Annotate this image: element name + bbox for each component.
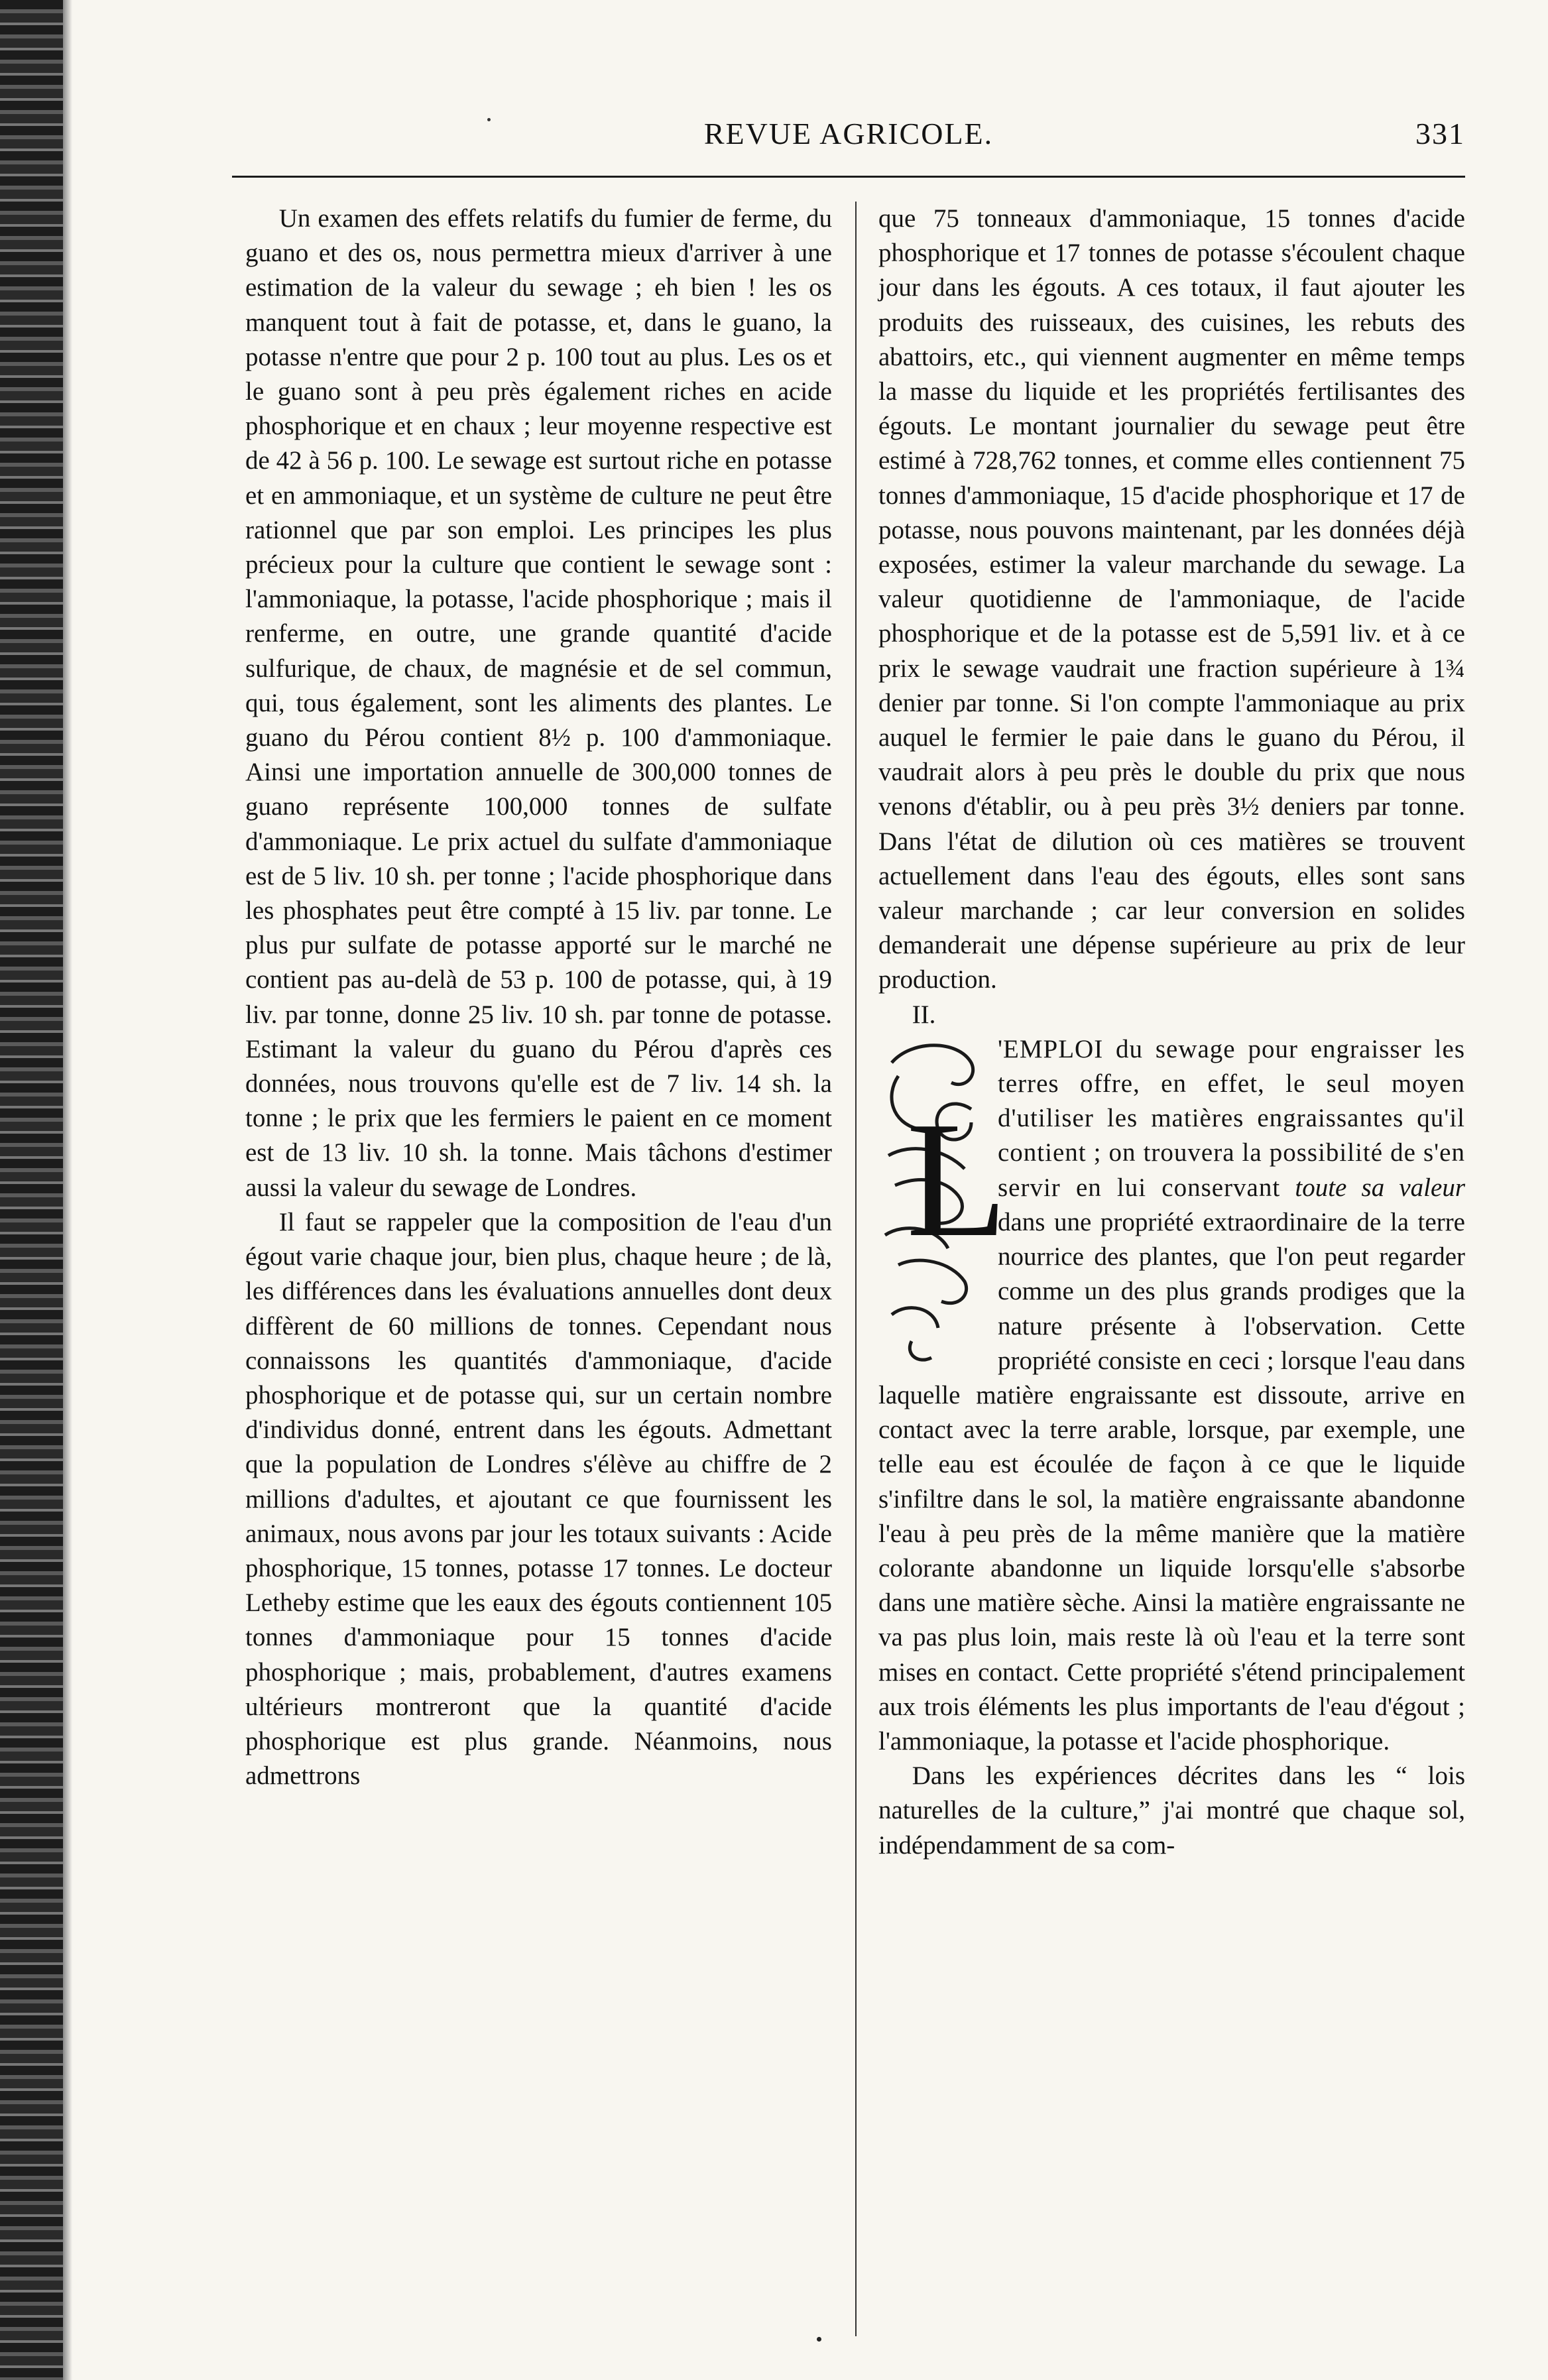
section-rest: dans une propriété extraordinaire de la terre nourrice des plantes, que l'on peut regarder comme un des plus grands prodiges que la nature présente à l'observation. Cette propriété consiste en ceci ; lorsque l'eau dans laquelle matière engraissante est dissoute, arrive en contact avec la terre arable, lorsque, par exemple, une telle eau est écoulée de façon à ce que le liquide s'infiltre dans le sol, la matière engraissante abandonne l'eau à peu près de la même manière que la matière colorante abandonne un liquide lorsqu'elle s'absorbe dans une matière sèche. Ainsi la matière engraissante ne va pas plus loin, mais reste là où l'eau et la terre sont mises en contact. Cette propriété s'étend principalement aux trois éléments les plus importants de l'eau d'égout ; l'ammoniaque, la potasse et l'acide phosphorique.: [878, 1207, 1465, 1755]
left-column: [245, 202, 832, 2336]
paragraph: Il faut se rappeler que la composition de l'eau d'un égout varie chaque jour, bien plus, chaque heure ; de là, les différences dans les évaluations annuelles dont deux diffèrent de 60 millions de tonnes. Cependant nous connaissons les quantités d'ammoniaque, d'acide phosphorique et de potasse qui, sur un certain nombre d'individus donné, entrent dans les égouts. Admettant que la population de Londres s'élève au chiffre de 2 millions d'adultes, et ajoutant ce que fournissent les animaux, nous avons par jour les totaux suivants : Acide phosphorique, 15 tonnes, potasse 17 tonnes. Le docteur Letheby estime que les eaux des égouts contiennent 105 tonnes d'ammoniaque pour 15 tonnes d'acide phosphorique ; mais, probablement, d'autres examens ultérieurs montreront que la quantité d'acide phosphorique est plus grande. Néanmoins, nous admettrons: [245, 1207, 832, 1791]
paragraph-continuation: que 75 tonneaux d'ammoniaque, 15 tonnes d'acide phosphorique et 17 tonnes de potasse s'écoulent chaque jour dans les égouts. A ces totaux, il faut ajouter les produits des ruisseaux, des cuisines, les rebuts des abattoirs, etc., qui viennent augmenter en même temps la masse du liquide et les propriétés fertilisantes des égouts. Le montant journalier du sewage peut être estimé à 728,762 tonnes, et comme elles contiennent 75 tonnes d'ammoniaque, 15 d'acide phosphorique et 17 de potasse, nous pouvons maintenant, par les données déjà exposées, estimer la valeur marchande du sewage. La valeur quotidienne de l'ammoniaque, de l'acide phosphorique et de la potasse est de 5,591 liv. et à ce prix le sewage vaudrait une fraction supérieure à 1¾ denier par tonne. Si l'on compte l'ammoniaque au prix auquel le fermier le paie dans le guano du Pérou, il vaudrait alors à peu près le double du prix que nous venons d'établir, ou à peu près 3½ deniers par tonne. Dans l'état de dilution où ces matières se trouvent actuellement dans l'eau des égouts, elles sont sans valeur marchande ; car leur conversion en solides demanderait une dépense supérieure au prix de leur production.: [878, 204, 1465, 994]
dropcap-letter: L: [906, 1087, 1008, 1272]
right-column: [878, 202, 1465, 2336]
paragraph: Dans les expériences décrites dans les “ lois naturelles de la culture,” j'ai montré que chaque sol, indépendamment de sa com-: [878, 1761, 1465, 1860]
section-opening: 'EMPLOI du sewage pour engraisser les terres offre, en effet, le seul moyen d'utiliser les matières engraissantes qu'il contient ; on trouvera la possibilité de s'en servir en lui conservant: [998, 1034, 1465, 1202]
page-header: [232, 116, 1465, 169]
section-number: II.: [912, 1000, 936, 1029]
binding-shadow: [63, 0, 72, 2380]
page-number: 331: [1415, 117, 1465, 150]
book-binding-edge: [0, 0, 63, 2380]
running-title: REVUE AGRICOLE.: [703, 117, 994, 150]
italic-phrase: toute sa valeur: [1295, 1173, 1465, 1202]
ornamental-dropcap-icon: [872, 1036, 1008, 1368]
column-divider: [855, 202, 857, 2336]
book-page: [232, 116, 1465, 1860]
paragraph: Un examen des effets relatifs du fumier de ferme, du guano et des os, nous permettra mieux d'arriver à une estimation de la valeur du sewage ; eh bien ! les os manquent tout à fait de potasse, et, dans le guano, la potasse n'entre que pour 2 p. 100 tout au plus. Les os et le guano sont à peu près également riches en acide phosphorique et en chaux ; leur moyenne respective est de 42 à 56 p. 100. Le sewage est surtout riche en potasse et en ammoniaque, et un système de culture ne peut être rationnel que par son emploi. Les principes les plus précieux pour la culture que contient le sewage sont : l'ammoniaque, la potasse, l'acide phosphorique ; mais il renferme, en outre, une grande quantité d'acide sulfurique, de chaux, de magnésie et de sel commun, qui, tous également, sont les aliments des plantes. Le guano du Pérou contient 8½ p. 100 d'ammoniaque. Ainsi une importation annuelle de 300,000 tonnes de guano représente 100,000 tonnes de sulfate d'ammoniaque. Le prix actuel du sulfate d'ammoniaque est de 5 liv. 10 sh. per tonne ; l'acide phosphorique dans les phosphates peut être compté à 15 liv. par tonne. Le plus pur sulfate de potasse apporté sur le marché ne contient pas au-delà de 53 p. 100 de potasse, qui, à 19 liv. par tonne, donne 25 liv. 10 sh. par tonne de potasse. Estimant la valeur du guano du Pérou d'après ces données, nous trouvons qu'elle est de 7 liv. 14 sh. la tonne ; le prix que les fermiers le paient en ce moment est de 13 liv. 10 sh. la tonne. Mais tâchons d'estimer aussi la valeur du sewage de Londres.: [245, 204, 832, 1202]
header-rule: [232, 176, 1465, 178]
print-speck: [817, 2337, 821, 2342]
